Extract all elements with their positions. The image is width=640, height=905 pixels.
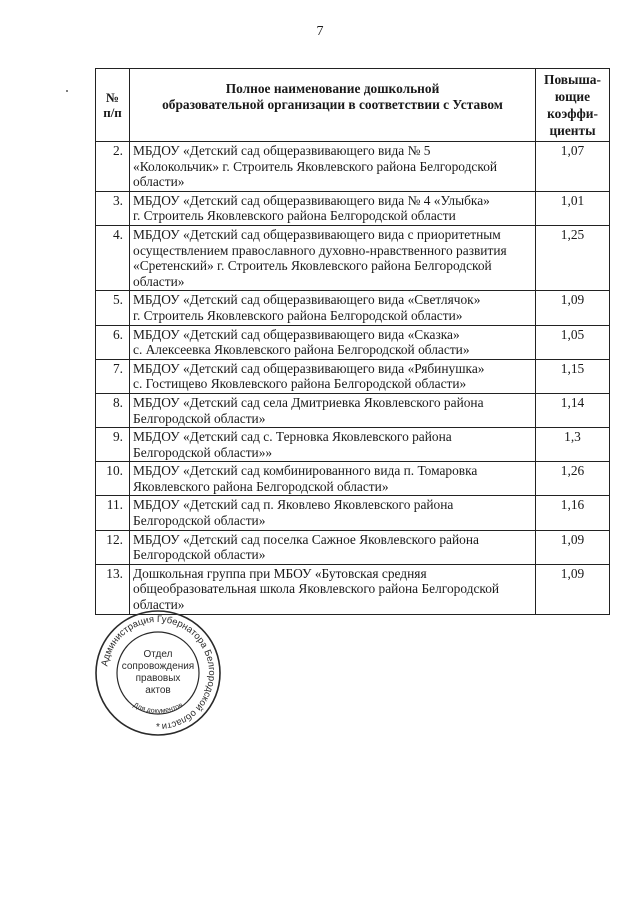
header-name-line: образовательной организации в соответствии с Уставом — [162, 96, 503, 112]
stamp-center-line: правовых — [135, 673, 181, 684]
row-number: 5. — [96, 291, 130, 325]
header-name — [130, 69, 536, 142]
organization-name-line: с. Гостищево Яковлевского района Белгородской области» — [133, 376, 467, 392]
table-row — [96, 428, 610, 462]
header-coefficient-line: циенты — [549, 123, 596, 138]
organization-name-line: г. Строитель Яковлевского района Белгородской области — [133, 208, 456, 224]
coefficient-value: 1,05 — [536, 325, 610, 359]
table-row — [96, 191, 610, 225]
organization-name — [130, 225, 536, 290]
stamp-bottom-text — [132, 702, 184, 715]
table-row — [96, 496, 610, 530]
header-coefficient-line: коэффи- — [547, 106, 598, 121]
organization-name — [130, 191, 536, 225]
table-row — [96, 393, 610, 427]
organization-name-line: общеобразовательная школа Яковлевского района Белгородской — [133, 581, 500, 597]
organization-name-line: МБДОУ «Детский сад п. Яковлево Яковлевского района — [133, 497, 454, 513]
table-header-row — [96, 69, 610, 142]
row-number: 3. — [96, 191, 130, 225]
table-body — [96, 142, 610, 615]
row-number: 4. — [96, 225, 130, 290]
organization-name — [130, 291, 536, 325]
table-row — [96, 142, 610, 192]
stamp-center-line: сопровождения — [121, 661, 195, 672]
table-row — [96, 291, 610, 325]
coefficient-value: 1,01 — [536, 191, 610, 225]
stamp-center-line: Отдел — [143, 649, 173, 660]
organization-name — [130, 530, 536, 564]
organizations-table — [95, 68, 610, 615]
margin-dot — [66, 90, 68, 92]
row-number: 6. — [96, 325, 130, 359]
row-number: 7. — [96, 359, 130, 393]
organization-name-line: «Колокольчик» г. Строитель Яковлевского района Белгородской — [133, 158, 498, 174]
organization-name — [130, 428, 536, 462]
coefficient-value: 1,16 — [536, 496, 610, 530]
organization-name-line: осуществлением православного духовно-нравственного развития — [133, 242, 507, 258]
organization-name-line: Белгородской области» — [133, 513, 266, 529]
organization-name — [130, 359, 536, 393]
organization-name-line: МБДОУ «Детский сад села Дмитриевка Яковлевского района — [133, 394, 484, 410]
organization-name — [130, 142, 536, 192]
organization-name-line: МБДОУ «Детский сад общеразвивающего вида «Рябинушка» — [133, 360, 485, 376]
organization-name-line: с. Алексеевка Яковлевского района Белгородской области» — [133, 342, 470, 358]
row-number: 12. — [96, 530, 130, 564]
header-number-line: № — [105, 90, 120, 105]
table-row — [96, 462, 610, 496]
row-number: 11. — [96, 496, 130, 530]
organization-name-line: МБДОУ «Детский сад общеразвивающего вида № 4 «Улыбка» — [133, 192, 490, 208]
coefficient-value: 1,14 — [536, 393, 610, 427]
organization-name — [130, 462, 536, 496]
coefficient-value: 1,09 — [536, 291, 610, 325]
organization-name-line: Яковлевского района Белгородской области» — [133, 478, 389, 494]
organization-name-line: области» — [133, 174, 185, 190]
table-row — [96, 530, 610, 564]
organization-name — [130, 393, 536, 427]
organization-name-line: «Сретенский» г. Строитель Яковлевского района Белгородской — [133, 258, 492, 274]
header-coefficient — [536, 69, 610, 142]
organization-name-line: Дошкольная группа при МБОУ «Бутовская средняя — [133, 565, 427, 581]
organization-name — [130, 325, 536, 359]
organization-name-line: МБДОУ «Детский сад комбинированного вида п. Томаровка — [133, 463, 478, 479]
coefficient-value: 1,26 — [536, 462, 610, 496]
table-row — [96, 225, 610, 290]
table-row — [96, 564, 610, 614]
header-number-line: п/п — [103, 105, 122, 120]
organization-name — [130, 496, 536, 530]
stamp-star-icon: * — [156, 722, 160, 733]
page-number: 7 — [316, 24, 324, 39]
organization-name-line: Белгородской области» — [133, 410, 266, 426]
table-row — [96, 359, 610, 393]
row-number: 2. — [96, 142, 130, 192]
organization-name-line: МБДОУ «Детский сад общеразвивающего вида № 5 — [133, 143, 431, 158]
row-number: 9. — [96, 428, 130, 462]
organization-name-line: МБДОУ «Детский сад общеразвивающего вида «Светлячок» — [133, 292, 481, 308]
stamp-bottom-textpath: Для документов — [132, 701, 184, 716]
header-name-line: Полное наименование дошкольной — [225, 80, 440, 96]
header-number — [96, 69, 130, 142]
stamp-ring-textpath: Администрация Губернатора Белгородской области — [99, 613, 218, 732]
coefficient-value: 1,09 — [536, 564, 610, 614]
coefficient-value: 1,09 — [536, 530, 610, 564]
organization-name-line: МБДОУ «Детский сад с. Терновка Яковлевского района — [133, 429, 452, 445]
row-number: 10. — [96, 462, 130, 496]
organization-name-line: Белгородской области» — [133, 547, 266, 563]
coefficient-value: 1,3 — [536, 428, 610, 462]
organization-name-line: МБДОУ «Детский сад поселка Сажное Яковлевского района — [133, 531, 479, 547]
organization-name — [130, 564, 536, 614]
coefficient-value: 1,15 — [536, 359, 610, 393]
organization-name-line: области» — [133, 597, 185, 613]
table-row — [96, 325, 610, 359]
organization-name-line: Белгородской области»» — [133, 444, 273, 460]
coefficient-value: 1,07 — [536, 142, 610, 192]
header-coefficient-line: ющие — [554, 89, 591, 104]
row-number: 13. — [96, 564, 130, 614]
organization-name-line: МБДОУ «Детский сад общеразвивающего вида с приоритетным — [133, 226, 501, 242]
organization-name-line: г. Строитель Яковлевского района Белгородской области» — [133, 307, 463, 323]
organization-name-line: области» — [133, 273, 185, 289]
official-stamp — [93, 608, 223, 738]
stamp-center-line: актов — [145, 685, 171, 696]
coefficient-value: 1,25 — [536, 225, 610, 290]
organization-name-line: МБДОУ «Детский сад общеразвивающего вида «Сказка» — [133, 326, 460, 342]
header-coefficient-line: Повыша- — [544, 72, 601, 87]
row-number: 8. — [96, 393, 130, 427]
